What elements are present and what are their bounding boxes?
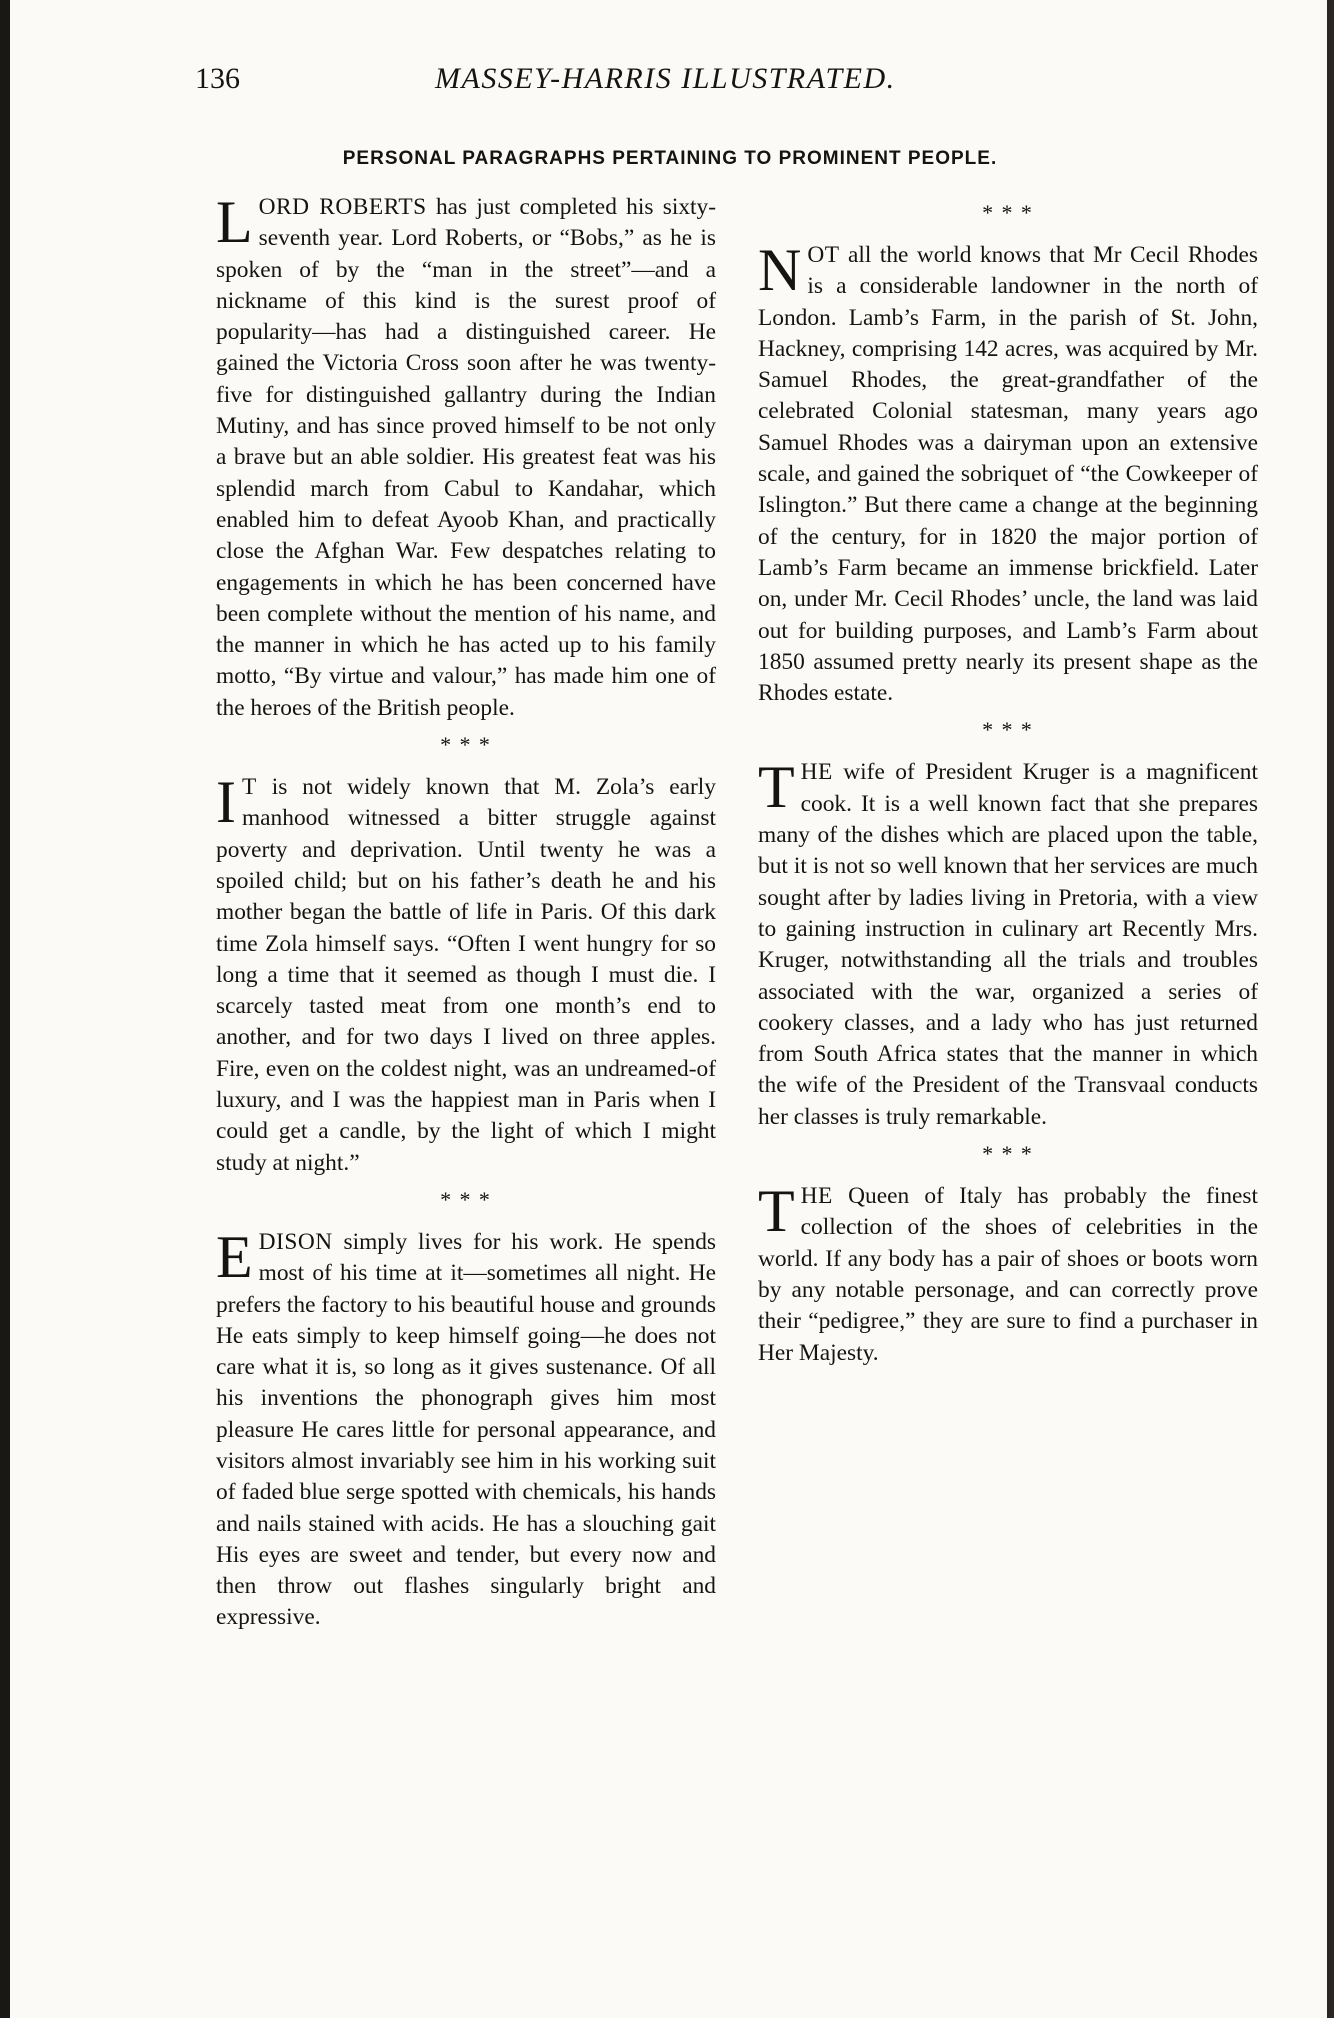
paragraph-zola [216, 769, 716, 1179]
paragraph-queen-italy [758, 1178, 1258, 1369]
paragraph-rhodes [758, 237, 1258, 709]
paragraph-text: simply lives for his work. He spends most of his time at it—sometimes all night. He prefers the factory to his beautiful house and grounds He eats simply to keep himself going—he does not care what it is, so long as it gives sustenance. Of all his inventions the phonograph gives him most pleasure He cares little for personal appearance, and visitors almost invariably see him in his working suit of faded blue serge spotted with chemicals, his hands and nails stained with acids. He has a slouching gait His eyes are sweet and tender, but every now and then throw out flashes singularly bright and expressive. [216, 1228, 716, 1631]
lead-in: OT [807, 242, 840, 268]
left-column [216, 189, 716, 1634]
right-column [758, 192, 1258, 1369]
drop-cap: L [216, 189, 253, 255]
paragraph-text: Queen of Italy has probably the finest collection of the shoes of celebrities in the world. If any body has a pair of shoes or boots worn by any notable personage, and can correctly prove their “pedigree,” they are sure to find a purchaser in Her Majesty. [758, 1183, 1258, 1366]
paragraph-text: wife of President Kruger is a magnificent cook. It is a well known fact that she prepares many of the dishes which are placed upon the table, but it is not so well known that her services are much sought after by ladies living in Pretoria, with a view to gaining instruction in culinary art Recently Mrs. Kruger, notwithstanding all the trials and troubles associated with the war, organized a series of cookery classes, and a lady who has just returned from South Africa states that the manner in which the wife of the President of the Transvaal conducts her classes is truly remarkable. [758, 759, 1258, 1130]
drop-cap: E [216, 1223, 253, 1290]
paragraph-text: all the world knows that Mr Cecil Rhodes is a considerable landowner in the north of London. Lamb’s Farm, in the parish of St. John, Hackney, comprising 142 acres, was acquired by Mr. Samuel Rhodes, the great-grandfather of the celebrated Colonial statesman, many years ago Samuel Rhodes was a dairyman upon an extensive scale, and gained the sobriquet of “the Cowkeeper of Islington.” But there came a change at the beginning of the century, for in 1820 the major portion of Lamb’s Farm became an immense brickfield. Later on, under Mr. Cecil Rhodes’ uncle, the land was laid out for building purposes, and Lamb’s Farm about 1850 assumed pretty nearly its present shape as the Rhodes estate. [758, 242, 1258, 707]
lead-in: ORD ROBERTS [258, 194, 427, 220]
lead-in: T [241, 774, 257, 801]
lead-in: DISON [258, 1228, 333, 1255]
drop-cap: T [758, 754, 795, 821]
lead-in: HE [800, 1183, 833, 1210]
running-title: MASSEY-HARRIS ILLUSTRATED. [435, 62, 896, 95]
page-number: 136 [195, 62, 240, 95]
section-title: PERSONAL PARAGRAPHS PERTAINING TO PROMINENT PEOPLE. [342, 148, 998, 169]
paragraph-lord-roberts [216, 189, 716, 724]
page-edge-left [0, 0, 10, 2018]
paragraph-text: is not widely known that M. Zola’s early manhood witnessed a bitter struggle against poverty and deprivation. Until twenty he was a spoiled child; but on his father’s death he and his mother began the battle of life in Paris. Of this dark time Zola himself says. “Often I went hungry for so long a time that it seemed as though I must die. I scarcely tasted meat from one month’s end to another, and for two days I lived on three apples. Fire, even on the coldest night, was an undreamed-of luxury, and I was the happiest man in Paris when I could get a candle, by the light of which I might study at night.” [216, 774, 716, 1176]
asterism-separator: * * * [982, 200, 1034, 225]
page-header [195, 62, 995, 112]
paragraph-text: has just completed his sixty-seventh year. Lord Roberts, or “Bobs,” as he is spoken of by the “man in the street”—and a nickname of this kind is the surest proof of popularity—has had a distinguished career. He gained the Victoria Cross soon after he was twenty-five for distinguished gallantry during the Indian Mutiny, and has since proved himself to be not only a brave but an able soldier. His greatest feat was his splendid march from Cabul to Kandahar, which enabled him to defeat Ayoob Khan, and practically close the Afghan War. Few despatches relating to engagements in which he has been concerned have been complete without the mention of his name, and the manner in which he has acted up to his family motto, “By virtue and valour,” has made him one of the heroes of the British people. [216, 194, 716, 721]
drop-cap: N [758, 237, 802, 303]
asterism-separator: * * * [440, 1186, 492, 1212]
page-edge-right [1327, 0, 1334, 2018]
drop-cap: T [758, 1178, 795, 1245]
paragraph-kruger [758, 754, 1258, 1133]
asterism-separator: * * * [440, 732, 492, 758]
lead-in: HE [800, 759, 833, 786]
paragraph-edison [216, 1223, 716, 1634]
asterism-separator: * * * [982, 1141, 1034, 1167]
drop-cap: I [216, 769, 236, 836]
asterism-separator: * * * [982, 717, 1034, 743]
